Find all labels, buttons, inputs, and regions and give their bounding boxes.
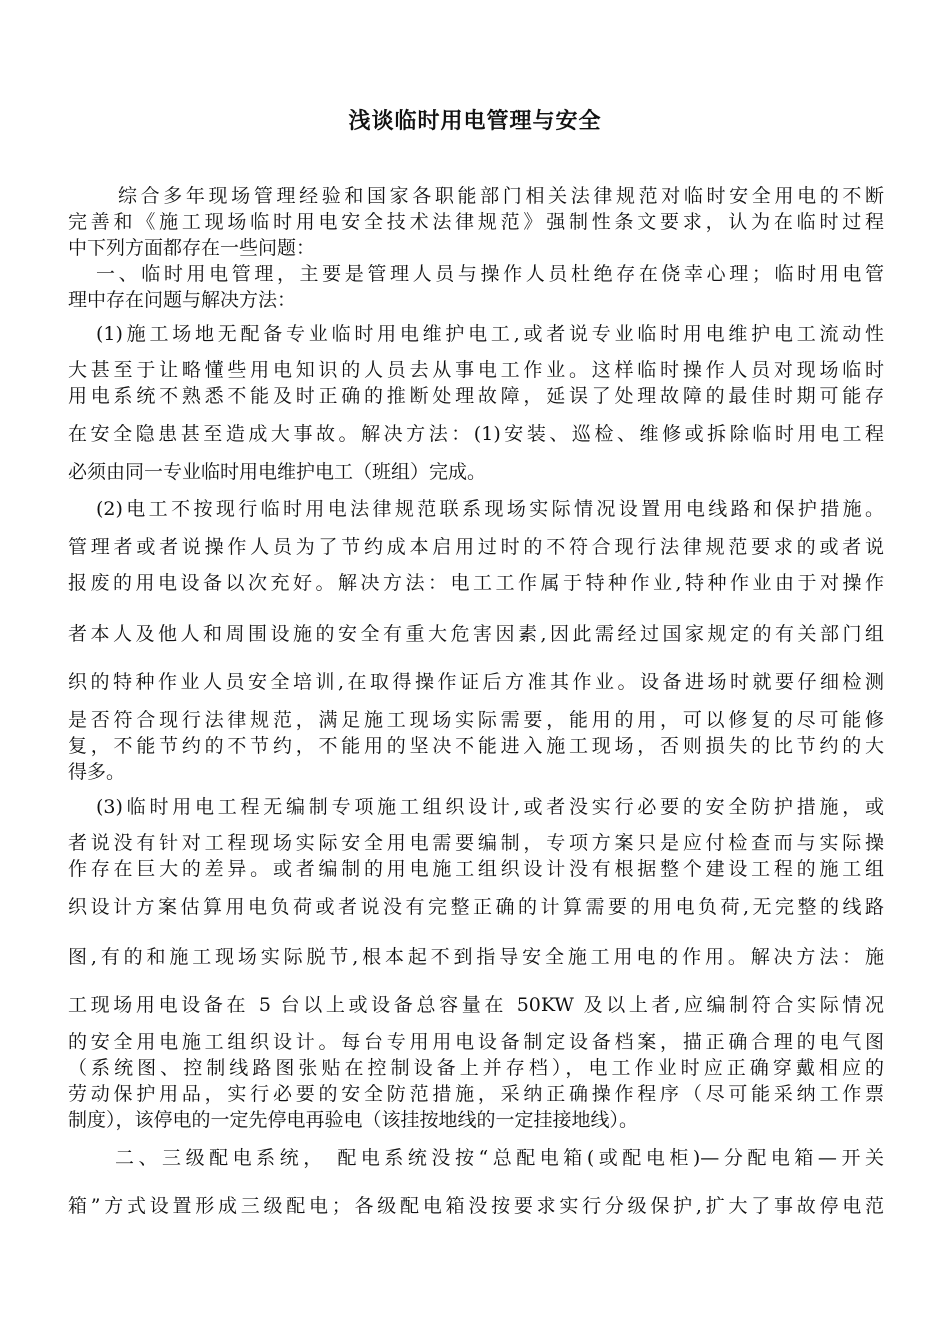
body-line: 制度），该停电的一定先停电再验电（该挂按地线的一定挂接地线）。	[68, 1109, 639, 1131]
body-line: 图,有的和施工现场实际脱节,根本起不到指导安全施工用电的作用。解决方法：施	[68, 946, 884, 968]
body-line: 工现场用电设备在 5 台以上或设备总容量在 50KW 及以上者,应编制符合实际情况	[68, 994, 884, 1016]
body-line: (2)电工不按现行临时用电法律规范联系现场实际情况设置用电线路和保护措施。	[96, 498, 884, 520]
body-line: 箱”方式设置形成三级配电；各级配电箱没按要求实行分级保护,扩大了事故停电范	[68, 1195, 884, 1217]
body-line: 报废的用电设备以次充好。解决方法：电工工作属于特种作业,特种作业由于对操作	[68, 572, 884, 594]
body-line: (1)施工场地无配备专业临时用电维护电工,或者说专业临时用电维护电工流动性	[96, 323, 884, 345]
body-line: 中下列方面都存在一些问题：	[68, 237, 316, 259]
document-title: 浅谈临时用电管理与安全	[348, 109, 602, 134]
body-line: 是否符合现行法律规范，满足施工现场实际需要，能用的用，可以修复的尽可能修	[68, 709, 884, 731]
body-line: (3)临时用电工程无编制专项施工组织设计,或者没实行必要的安全防护措施，或	[96, 796, 884, 818]
body-line: 用电系统不熟悉不能及时正确的推断处理故障，延误了处理故障的最佳时期可能存	[68, 385, 884, 407]
body-line: 劳动保护用品，实行必要的安全防范措施，采纳正确操作程序（尽可能采纳工作票	[68, 1083, 884, 1105]
body-line: （系统图、控制线路图张贴在控制设备上并存档），电工作业时应正确穿戴相应的	[68, 1057, 884, 1079]
body-line: 在安全隐患甚至造成大事故。解决方法：(1)安装、巡检、维修或拆除临时用电工程	[68, 423, 884, 445]
body-line: 大甚至于让略懂些用电知识的人员去从事电工作业。这样临时操作人员对现场临时	[68, 359, 884, 381]
body-line: 织的特种作业人员安全培训,在取得操作证后方准其作业。设备进场时就要仔细检测	[68, 671, 884, 693]
body-line: 的安全用电施工组织设计。每台专用用电设备制定设备档案，描正确合理的电气图	[68, 1031, 884, 1053]
body-line: 管理者或者说操作人员为了节约成本启用过时的不符合现行法律规范要求的或者说	[68, 536, 884, 558]
body-line: 完善和《施工现场临时用电安全技术法律规范》强制性条文要求，认为在临时过程	[68, 211, 884, 233]
body-line: 理中存在问题与解决方法：	[68, 289, 297, 311]
body-line: 综合多年现场管理经验和国家各职能部门相关法律规范对临时安全用电的不断	[118, 185, 884, 207]
body-line: 复，不能节约的不节约，不能用的坚决不能进入施工现场，否则损失的比节约的大	[68, 735, 884, 757]
body-line: 二、三级配电系统， 配电系统没按“总配电箱(或配电柜)—分配电箱—开关	[115, 1147, 884, 1169]
body-line: 作存在巨大的差异。或者编制的用电施工组织设计没有根据整个建设工程的施工组	[68, 858, 884, 880]
body-line: 者本人及他人和周围设施的安全有重大危害因素,因此需经过国家规定的有关部门组	[68, 623, 884, 645]
body-line: 必须由同一专业临时用电维护电工（班组）完成。	[68, 461, 487, 483]
body-line: 一、临时用电管理，主要是管理人员与操作人员杜绝存在侥幸心理；临时用电管	[96, 263, 884, 285]
body-line: 织设计方案估算用电负荷或者说没有完整正确的计算需要的用电负荷,无完整的线路	[68, 896, 884, 918]
body-line: 得多。	[68, 761, 126, 783]
body-line: 者说没有针对工程现场实际安全用电需要编制，专项方案只是应付检查而与实际操	[68, 832, 884, 854]
